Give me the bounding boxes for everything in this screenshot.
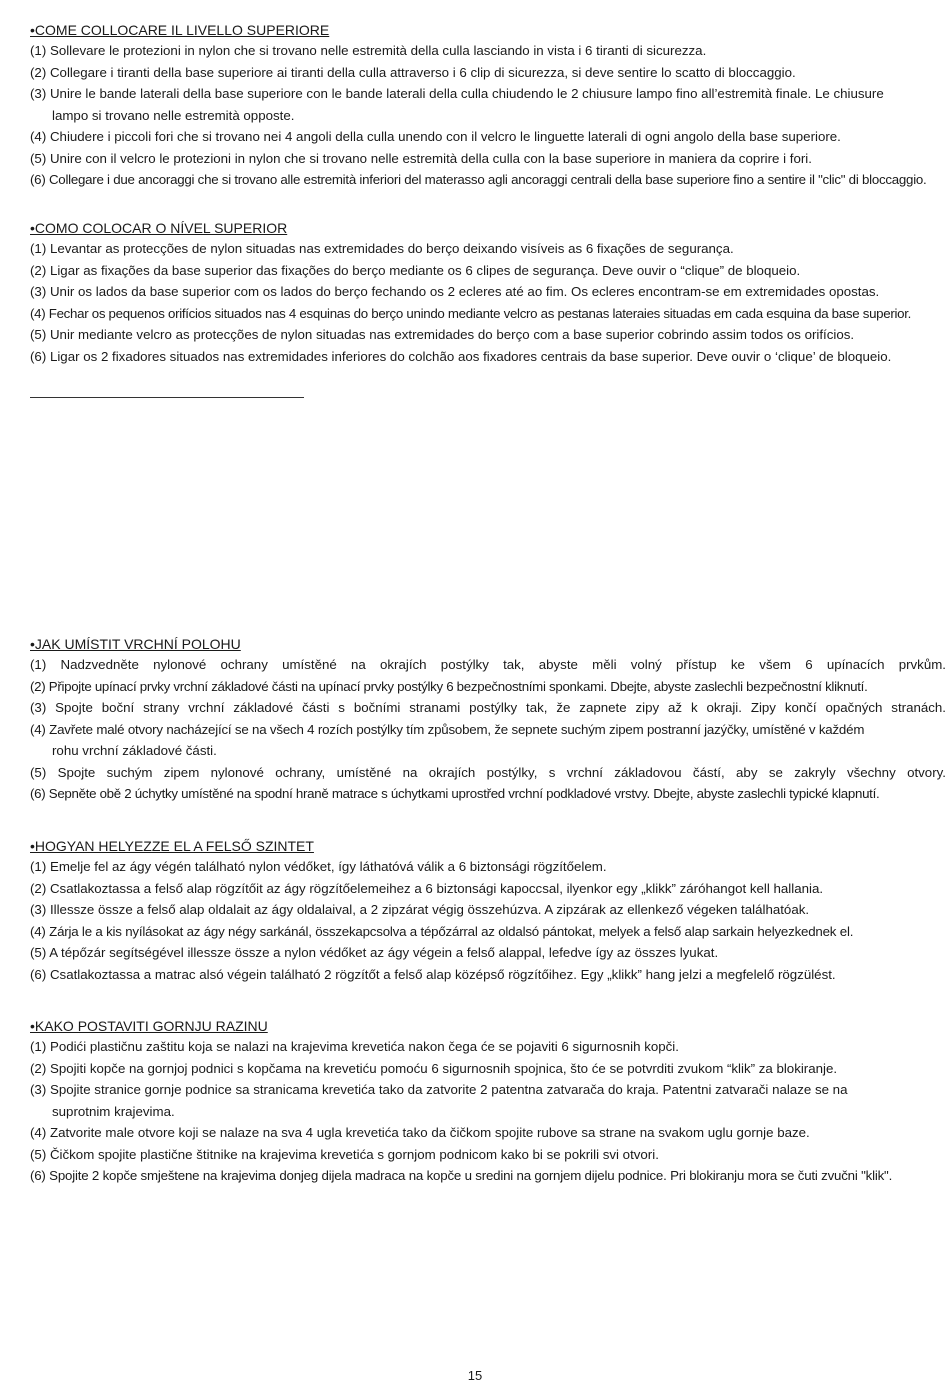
list-item: (6) Sepněte obě 2 úchytky umístěné na spodní hraně matrace s úchytkami uprostřed vrchní podkladové vrstvy. Dbejte, abyste zaslechli typické klapnutí. bbox=[30, 786, 880, 801]
list-item: (2) Připojte upínací prvky vrchní základové části na upínací prvky postýlky 6 bezpečnostními sponkami. Dbejte, abyste zaslechli bezpečnostní kliknutí. bbox=[30, 678, 868, 694]
list-item: (5) Spojte suchým zipem nylonové ochrany, umístěné na okrajích postýlky, s vrchní základovou částí, aby se zakryly všechny otvory. bbox=[30, 764, 946, 780]
list-item: (5) Unir mediante velcro as protecções de nylon situadas nas extremidades do berço com a base superior cobrindo assim todos os orifícios. bbox=[30, 327, 855, 342]
list-item: (4) Fechar os pequenos orifícios situados nas 4 esquinas do berço unindo mediante velcro as pestanas lateraies situadas em cada esquina da base superior. bbox=[30, 305, 912, 321]
list-item: (4) Zatvorite male otvore koji se nalaze na sva 4 ugla krevetića tako da čičkom spojite rubove sa strane na svakom uglu gornje baze. bbox=[30, 1125, 810, 1140]
section-czech bbox=[30, 634, 946, 805]
section-croatian bbox=[30, 1016, 946, 1187]
list-item-continuation: rohu vrchní základové části. bbox=[52, 743, 217, 758]
list-item: (5) Unire con il velcro le protezioni in nylon che si trovano nelle estremità della culla con la base superiore in maniera da coprire i fori. bbox=[30, 150, 812, 166]
heading-portuguese: •COMO COLOCAR O NÍVEL SUPERIOR bbox=[30, 220, 288, 236]
list-item: (1) Podići plastičnu zaštitu koja se nalazi na krajevima krevetića nakon čega će se pojaviti 6 sigurnosnih kopči. bbox=[30, 1039, 679, 1054]
heading-czech: •JAK UMÍSTIT VRCHNÍ POLOHU bbox=[30, 636, 241, 652]
list-item: (3) Spojite stranice gornje podnice sa stranicama krevetića tako da zatvorite 2 patentna zatvarača do kraja. Patentni zatvarači nalaze se na bbox=[30, 1082, 848, 1097]
list-item: (2) Spojiti kopče na gornjoj podnici s kopčama na krevetiću pomoću 6 sigurnosnih spojnica, što će se potvrditi zvukom “klik” za blokiranje. bbox=[30, 1060, 838, 1076]
section-hungarian bbox=[30, 836, 946, 985]
list-item: (6) Csatlakoztassa a matrac alsó végein található 2 rögzítőt a felső alap középső rögzítőihez. Egy „klikk” hang jelzi a megfelelő rögzülést. bbox=[30, 966, 836, 982]
divider-line bbox=[30, 397, 304, 398]
list-item: (3) Spojte boční strany vrchní základové části s bočními stranami postýlky tak, že zapnete zipy až k okraji. Zipy končí opačných stranách. bbox=[30, 700, 946, 715]
list-item: (1) Levantar as protecções de nylon situadas nas extremidades do berço deixando visíveis as 6 fixações de segurança. bbox=[30, 241, 734, 256]
list-item: (1) Nadzvedněte nylonové ochrany umístěné na okrajích postýlky tak, abyste měli volný přístup ke všem 6 upínacích prvkům. bbox=[30, 657, 946, 672]
list-item: (2) Csatlakoztassa a felső alap rögzítőit az ágy rögzítőelemeihez a 6 biztonsági kapoccsal, ilyenkor egy „klikk” záróhangot kell hallania. bbox=[30, 880, 824, 896]
list-item: (3) Illessze össze a felső alap oldalait az ágy oldalaival, a 2 zipzárat végig összehúzva. A zipzárak az ellenkező végeken találhatóak. bbox=[30, 902, 810, 917]
list-item: (4) Zárja le a kis nyílásokat az ágy négy sarkánál, összekapcsolva a tépőzárral az oldalsó pántokat, melyek a felső alap sarkain helyezkednek el. bbox=[30, 923, 854, 939]
list-item-continuation: lampo si trovano nelle estremità opposte. bbox=[52, 107, 295, 123]
section-italian bbox=[30, 20, 946, 191]
list-item: (6) Spojite 2 kopče smještene na krajevima donjeg dijela madraca na kopče u sredini na gornjem dijelu podnice. Pri blokiranju mora se čuti zvučni "klik". bbox=[30, 1168, 893, 1183]
heading-croatian: •KAKO POSTAVITI GORNJU RAZINU bbox=[30, 1018, 268, 1034]
list-item: (3) Unire le bande laterali della base superiore con le bande laterali della culla chiudendo le 2 chiusure lampo fino all’estremità finale. Le chiusure bbox=[30, 86, 884, 101]
list-item: (6) Ligar os 2 fixadores situados nas extremidades inferiores do colchão aos fixadores centrais da base superior. Deve ouvir o ‘clique’ de bloqueio. bbox=[30, 348, 892, 364]
heading-italian: •COME COLLOCARE IL LIVELLO SUPERIORE bbox=[30, 22, 330, 38]
page-number: 15 bbox=[467, 1368, 483, 1383]
list-item: (3) Unir os lados da base superior com os lados do berço fechando os 2 ecleres até ao fim. Os ecleres encontram-se em extremidades opostas. bbox=[30, 284, 880, 299]
list-item: (6) Collegare i due ancoraggi che si trovano alle estremità inferiori del materasso agli ancoraggi centrali della base superiore fino a sentire il "clic" di bloccaggio. bbox=[30, 172, 927, 187]
list-item: (1) Emelje fel az ágy végén található nylon védőket, így láthatóvá válik a 6 biztonsági rögzítőelem. bbox=[30, 859, 607, 874]
heading-hungarian: •HOGYAN HELYEZZE EL A FELSŐ SZINTET bbox=[30, 838, 314, 854]
section-portuguese bbox=[30, 218, 946, 367]
list-item: (2) Ligar as fixações da base superior das fixações do berço mediante os 6 clipes de segurança. Deve ouvir o “clique” de bloqueio. bbox=[30, 262, 801, 278]
list-item: (4) Chiudere i piccoli fori che si trovano nei 4 angoli della culla unendo con il velcro le linguette laterali di ogni angolo della base superiore. bbox=[30, 129, 841, 144]
list-item: (1) Sollevare le protezioni in nylon che si trovano nelle estremità della culla lasciando in vista i 6 tiranti di sicurezza. bbox=[30, 43, 707, 58]
list-item: (2) Collegare i tiranti della base superiore ai tiranti della culla attraverso i 6 clip di sicurezza, si deve sentire lo scatto di bloccaggio. bbox=[30, 64, 796, 80]
list-item: (5) Čičkom spojite plastične štitnike na krajevima krevetića s gornjom podnicom kako bi se pokrili svi otvori. bbox=[30, 1146, 659, 1162]
list-item: (4) Zavřete malé otvory nacházející se na všech 4 rozích postýlky tím způsobem, že sepnete suchým zipem postranní jazýčky, umístěné v každém bbox=[30, 721, 865, 737]
list-item-continuation: suprotnim krajevima. bbox=[52, 1103, 175, 1119]
list-item: (5) A tépőzár segítségével illessze össze a nylon védőket az ágy végein a felső alappal, lefedve így az összes lyukat. bbox=[30, 945, 719, 960]
